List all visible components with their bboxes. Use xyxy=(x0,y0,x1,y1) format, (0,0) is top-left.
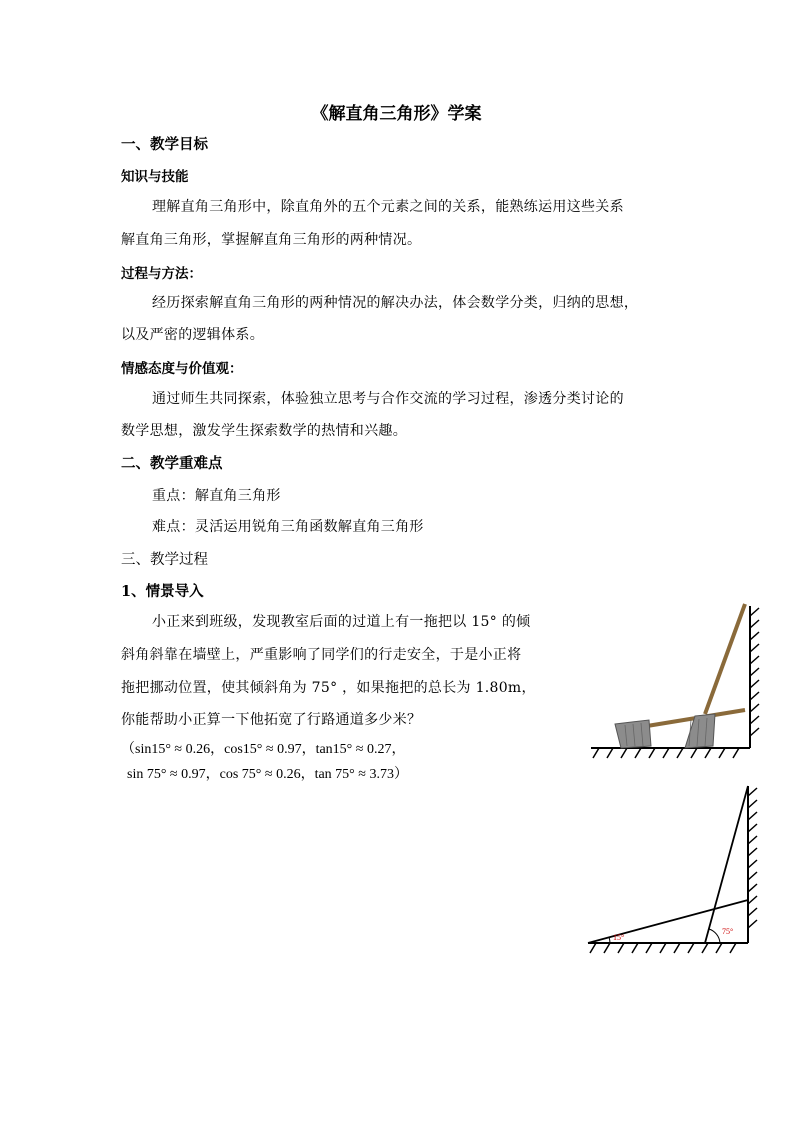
page-title: 《解直角三角形》学案 xyxy=(311,104,482,124)
problem-line-4: 你能帮助小正算一下他拓宽了行路通道多少米？ xyxy=(121,712,422,728)
knowledge-line-2: 解直角三角形，掌握解直角三角形的两种情况。 xyxy=(121,232,422,248)
attitude-line-1: 通过师生共同探索，体验独立思考与合作交流的学习过程，渗透分类讨论的 xyxy=(152,391,624,407)
problem-line-3: 拖把挪动位置，使其倾斜角为 75° ，如果拖把的总长为 1.80m， xyxy=(121,680,536,696)
problem-line-1: 小正来到班级，发现教室后面的过道上有一拖把以 15° 的倾 xyxy=(152,614,531,630)
subheading-attitude: 情感态度与价值观： xyxy=(121,361,243,377)
angle-15-label: 15° xyxy=(613,933,625,942)
section-heading-goals: 一、教学目标 xyxy=(121,136,208,153)
difficult-point: 难点：灵活运用锐角三角函数解直角三角形 xyxy=(152,519,424,535)
trig-values-line-1: （sin15° ≈ 0.26，cos15° ≈ 0.97，tan15° ≈ 0.27， xyxy=(121,742,406,757)
subheading-knowledge: 知识与技能 xyxy=(121,169,189,185)
key-point: 重点：解直角三角形 xyxy=(152,488,281,504)
subheading-process: 过程与方法： xyxy=(121,266,202,282)
trig-values-line-2: sin 75° ≈ 0.97，cos 75° ≈ 0.26，tan 75° ≈ 3.73） xyxy=(127,767,408,782)
process-line-2: 以及严密的逻辑体系。 xyxy=(121,327,264,343)
knowledge-line-1: 理解直角三角形中，除直角外的五个元素之间的关系，能熟练运用这些关系 xyxy=(152,199,624,215)
section-heading-process: 三、教学过程 xyxy=(121,552,208,568)
mop-illustration xyxy=(585,598,765,763)
angle-75-label: 75° xyxy=(722,927,734,936)
triangle-diagram xyxy=(580,780,780,965)
attitude-line-2: 数学思想，激发学生探索数学的热情和兴趣。 xyxy=(121,423,407,439)
process-line-1: 经历探索解直角三角形的两种情况的解决办法，体会数学分类，归纳的思想， xyxy=(152,295,639,311)
section-heading-key-points: 二、教学重难点 xyxy=(121,455,223,472)
subheading-intro: 1、情景导入 xyxy=(121,583,204,600)
problem-line-2: 斜角斜靠在墙壁上，严重影响了同学们的行走安全，于是小正将 xyxy=(121,647,522,663)
